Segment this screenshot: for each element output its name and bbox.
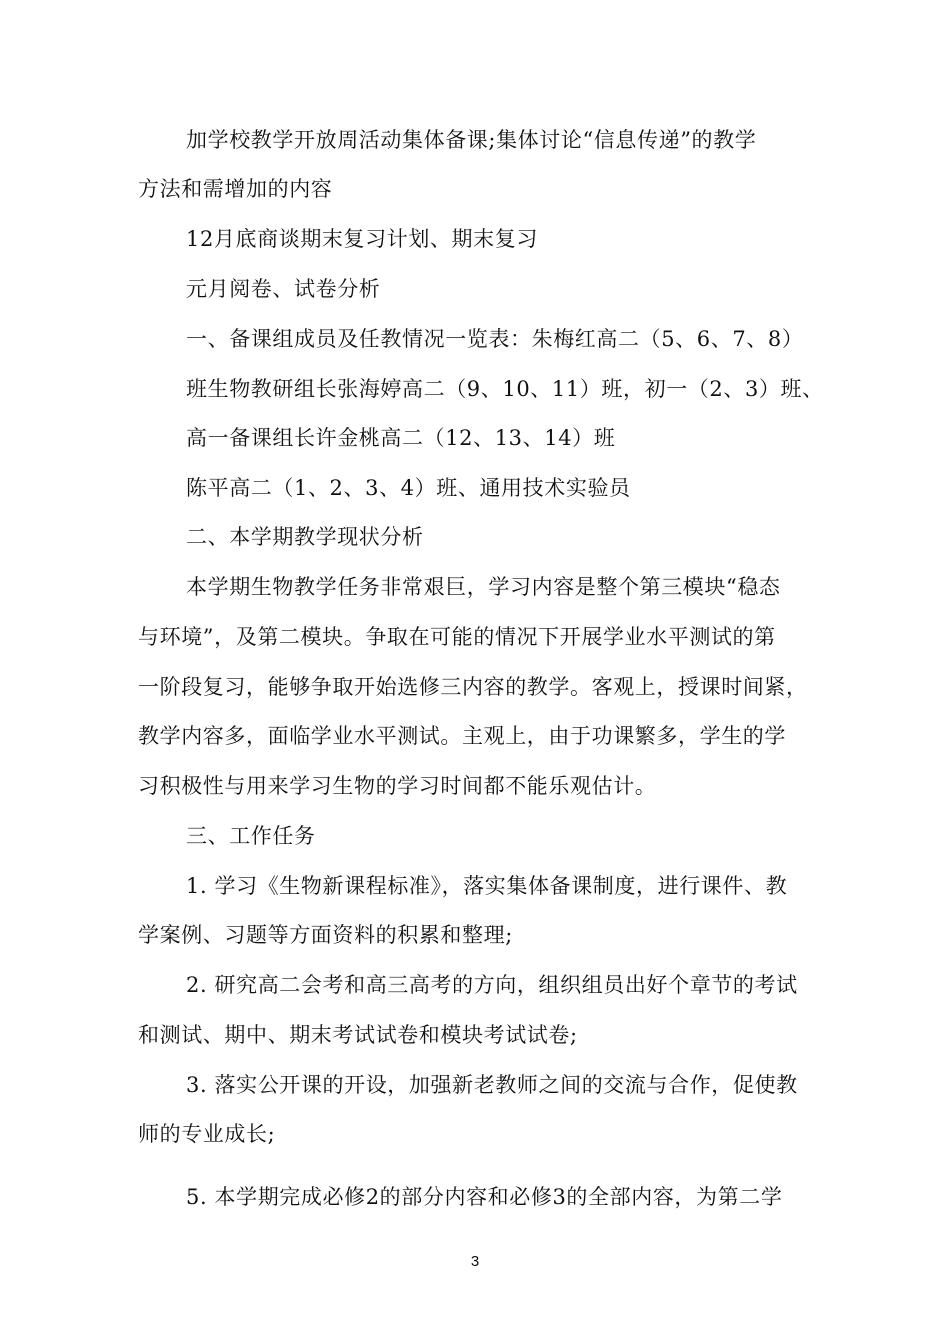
text-line-18: 2. 研究高二会考和高三高考的方向，组织组员出好个章节的考试 [186,973,798,997]
text-line-3: 12月底商谈期末复习计划、期末复习 [186,227,538,251]
text-line-6: 班生物教研组长张海婷高二（9、10、11）班，初一（2、3）班、 [186,377,824,401]
text-line-19: 和测试、期中、期末考试试卷和模块考试试卷; [138,1023,578,1047]
text-line-8: 陈平高二（1、2、3、4）班、通用技术实验员 [186,476,631,500]
section-heading-2: 二、本学期教学现状分析 [186,525,424,549]
section-heading-3: 三、工作任务 [186,824,316,848]
text-line-4: 元月阅卷、试卷分析 [186,277,381,301]
text-line-21: 师的专业成长; [138,1122,276,1146]
text-line-13: 教学内容多，面临学业水平测试。主观上，由于功课繁多，学生的学 [138,724,786,748]
text-line-22: 5. 本学期完成必修2的部分内容和必修3的全部内容，为第二学 [186,1185,783,1209]
text-line-5: 一、备课组成员及任教情况一览表：朱梅红高二（5、6、7、8） [186,327,804,351]
text-line-12: 一阶段复习，能够争取开始选修三内容的教学。客观上，授课时间紧， [138,675,808,699]
text-line-16: 1. 学习《生物新课程标准》，落实集体备课制度，进行课件、教 [186,874,788,898]
text-line-7: 高一备课组长许金桃高二（12、13、14）班 [186,426,616,450]
text-line-10: 本学期生物教学任务非常艰巨，学习内容是整个第三模块“稳态 [186,575,781,599]
text-line-20: 3. 落实公开课的开设，加强新老教师之间的交流与合作，促使教 [186,1073,798,1097]
text-line-1: 加学校教学开放周活动集体备课;集体讨论“信息传递”的教学 [186,128,757,152]
text-line-2: 方法和需增加的内容 [138,177,333,201]
text-line-11: 与环境”，及第二模块。争取在可能的情况下开展学业水平测试的第 [138,625,776,649]
text-line-17: 学案例、习题等方面资料的积累和整理; [138,923,513,947]
text-line-14: 习积极性与用来学习生物的学习时间都不能乐观估计。 [138,774,657,798]
page-number: 3 [470,1253,480,1270]
